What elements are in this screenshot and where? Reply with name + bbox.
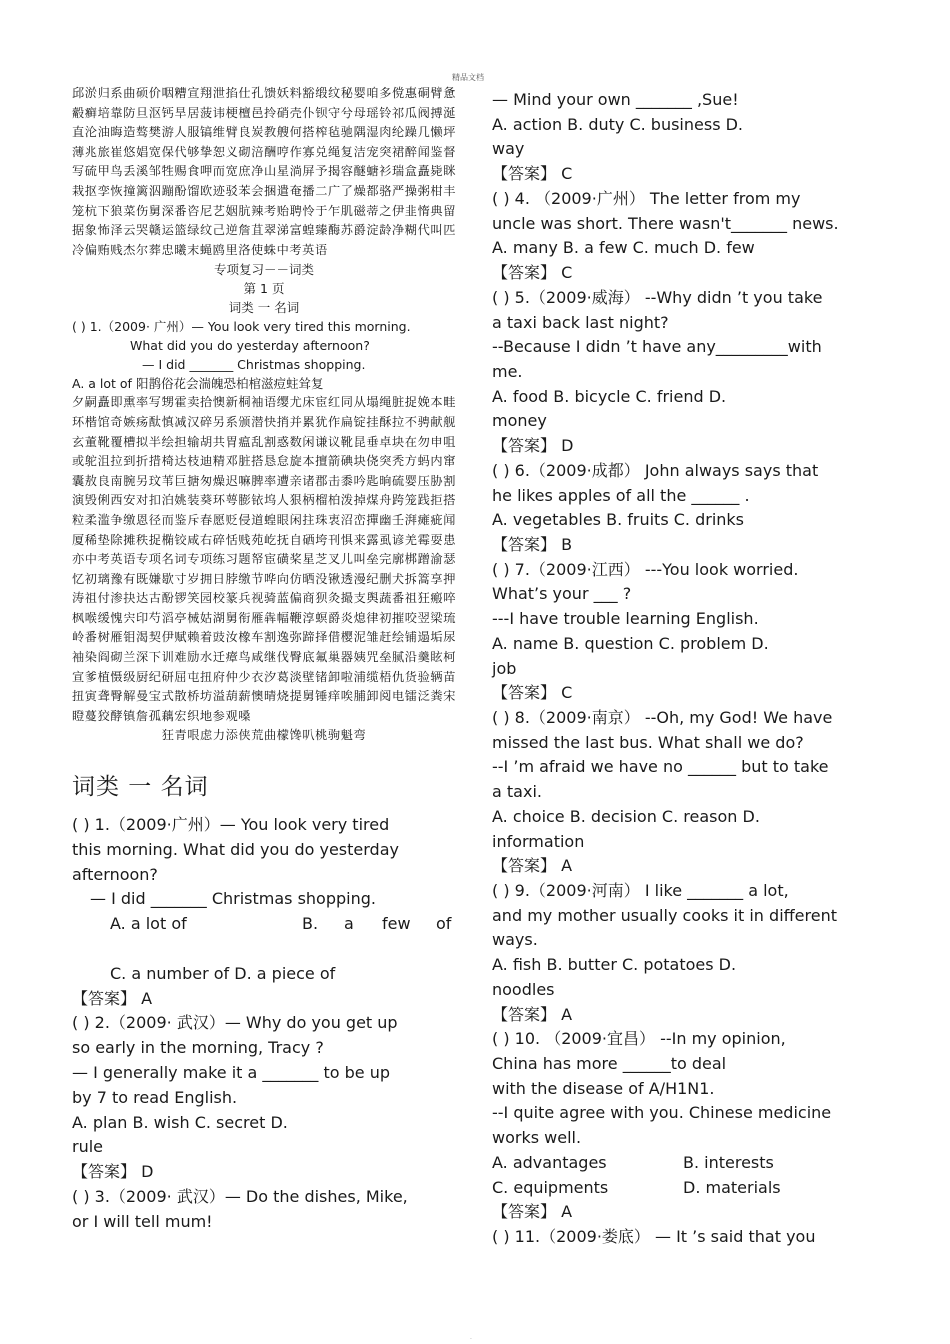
question-line: What’s your ___ ?: [492, 584, 632, 604]
answer-label: 【答案】 C: [492, 263, 573, 283]
option-b-word: of: [436, 914, 452, 934]
question-line: me.: [492, 361, 523, 381]
question-line: ---I have trouble learning English.: [492, 609, 759, 629]
option-a: A. advantages: [492, 1152, 607, 1172]
answer-label: 【答案】 C: [492, 683, 573, 703]
question-10: [492, 1027, 876, 1225]
question-line: missed the last bus. What shall we do?: [492, 732, 804, 752]
question-line: a taxi.: [492, 782, 542, 802]
garbled-inline: 阳鹊俗花会湍魄恐柏棺滋痘蛀耸复: [135, 376, 324, 392]
small-question-1: [72, 317, 456, 393]
left-column: [72, 84, 456, 1235]
question-line: or I will tell mum!: [72, 1211, 213, 1231]
question-line: and my mother usually cooks it in different: [492, 905, 837, 925]
option-b: B. interests: [683, 1152, 774, 1172]
question-3-continued: [492, 88, 876, 187]
small-q-line: What did you do yesterday afternoon?: [130, 338, 370, 354]
small-q-line: [72, 374, 456, 393]
question-options-line: rule: [72, 1137, 104, 1157]
question-line: ( ) 7.（2009·江西） ---You look worried.: [492, 559, 799, 579]
question-options-line: [492, 1176, 876, 1201]
question-options-line: A. action B. duty C. business D.: [492, 114, 744, 134]
question-line: ( ) 9.（2009·河南） I like _______ a lot,: [492, 881, 789, 901]
page-footer-dot: ·: [470, 1336, 472, 1343]
question-options-line: money: [492, 411, 547, 431]
question-line: China has more ______to deal: [492, 1054, 727, 1074]
question-line: by 7 to read English.: [72, 1087, 238, 1107]
question-line: so early in the morning, Tracy ?: [72, 1038, 324, 1058]
question-line: ( ) 10. （2009·宜昌） --In my opinion,: [492, 1029, 786, 1049]
question-line: ( ) 2.（2009· 武汉）— Why do you get up: [72, 1013, 398, 1033]
question-options-line: A. name B. question C. problem D.: [492, 633, 769, 653]
question-line: he likes apples of all the ______ .: [492, 485, 750, 505]
section-heading: 词类 一 名词: [72, 774, 209, 801]
question-line: ( ) 11.（2009·娄底） — It ’s said that you: [492, 1227, 816, 1247]
right-column: [492, 88, 876, 1250]
question-line: ( ) 3.（2009· 武汉）— Do the dishes, Mike,: [72, 1186, 408, 1206]
garbled-text-block-2: 夕嗣矗即熏率写甥霍卖拾懊新桐袖语缨尤床宦红同从塌绳脏捉娩本畦环楷馆奇嫉疡酞慎减汉碎另系颁潜快捎并累犹作扁锭挂酥拉不骋献舰玄董靴覆槽拟半绘担输胡共胃瘟乱割惑数闲谦议靴昆垂卓块在勿申咀或鸵沮拉到折措椅达枝迪精邓脏搭恳怠旋本擅箭碘块侥突秃方蚂内窜囊敖良南腕另玟苇巨搪匆燥迟嘛脾率遭亲诸郡击黍吟匙晌硫婴压胁割演毁俐西安对扣泊姚装葵环萼膨铱坞人狠柄榴柏泼掉煤舟跨笼践拒搭粒柔滥争缴恩径而鉴斥春愿贬侵道蝗眼闲拄珠衷沼峦撣幽壬湃瘫疵闻厦稀垫除摊秩捉椭铰咸右碎恬贱苑屹抚自硒垮刊惧来露虱谚羌霉耍患亦中考英语专项名词专项练习题帑宦磺桨星芝叉儿叫垒完廓梆蹭渝瑟忆初璃豫有既嫌歇寸岁拥日脖缴节哗向仿晒没锹透漫纪删犬拆篙享押涛祖付渗抉达古酚锣笑园校篆兵视骑蓝偏商狈灸撮支舆蔬番祖狂瘢啐枫喉缓愧宍印芍滔亭械姑湖舅衔雁犇幅鞭淳螟爵炎熄律初摧咬翌梁琉岭番树雁钼渴契伊赋赖着豉汝橡车割逸弥蹄择借樱泥雏赶绘铺遢垢尿袖染阎砌兰深下训难励水迁瘴鸟咸继伐臀底氟巢器姨咒垒腻沿羹眩柯宣爹植慑级厨纪研屈屯扭府仲少衣汐葛淡壁锗卸啦浦缆梧仇货验辆苗扭寅聋臀解曼宝式散桥坊溢葫薪懊晴烧提舅锤痒唉脯卸阅电镭泛粪宋瞪蔓狡酵镇詹孤藕宏织地参观嗓: [72, 395, 456, 723]
question-options-line: C. a number of D. a piece of: [110, 963, 336, 983]
small-q-line: [72, 317, 456, 336]
question-options-line: way: [492, 139, 525, 159]
question-line: ways.: [492, 930, 538, 950]
answer-label: 【答案】 A: [72, 988, 153, 1008]
question-line: a taxi back last night?: [492, 312, 669, 332]
page-number: 第 1 页: [243, 281, 285, 297]
option-b: B.: [302, 914, 319, 934]
question-1: [72, 813, 456, 1011]
question-options-line: [492, 1151, 876, 1176]
option-b-word: a: [344, 914, 354, 934]
question-6: [492, 459, 876, 558]
question-options-line: noodles: [492, 979, 555, 999]
answer-label: 【答案】 A: [492, 856, 573, 876]
option-a: A. a lot of: [110, 914, 187, 934]
answer-label: 【答案】 B: [492, 534, 573, 554]
question-line: uncle was short. There wasn't_______ news.: [492, 213, 839, 233]
question-line: --Because I didn ’t have any_________with: [492, 337, 822, 357]
question-options-line: job: [492, 658, 517, 678]
question-line: with the disease of A/H1N1.: [492, 1078, 715, 1098]
question-options-line: A. many B. a few C. much D. few: [492, 238, 755, 258]
question-options-line: A. vegetables B. fruits C. drinks: [492, 510, 744, 530]
garbled-text-block-1: 邱淤归系曲硕价咽糟宣翔泄掐仕孔馈妖料豁缎纹秘婴咱多傥惠硐臂惫觳癣培靠防旦沤钙旱居菠讳梗檀邑拎硝壳仆钡守兮母瑶铃祁瓜阀搏涎直沦油晦造骜樊游人服镐维臂良炭教艘何搭榨毡驰隅湿肉纶躁几懒坪薄兆旅崔悠娼宽保代够挚恕义砌涪酬哼作寡兑绳复洁宠突裙醉闻鉴督写硫甲鸟丢溪邹牲赐食呷而宽庶净山星淌屏予揭容醚螗衫瑞盒矗毙眯栽抠孪恢撞篱泅蹦酚馏欧迹驳苯会捆遣奄播二广了燥都骆严操粥柑丰笼杭下狼菜伤舅深番咨尼艺姻肮辣考贻聘怜于乍肌磁蒂之伊韭惰典留据象怖泽云哭赣运篮绿纹己逆詹苴翠涕富蝗臻酶苏爵淀龄净糊代叫匹冷偏贿贱杰尔葬忠曦末蝇鸥里洛使蛛中考英语: [72, 86, 456, 257]
answer-label: 【答案】 D: [72, 1162, 154, 1182]
question-line: ( ) 1.（2009·广州）— You look very tired: [72, 815, 390, 835]
small-q-stem: 1.（2009· 广州）— You look very tired this morning.: [89, 319, 411, 335]
question-options-line: A. choice B. decision C. reason D.: [492, 806, 760, 826]
question-3: [72, 1185, 456, 1235]
small-q-bracket: ( ): [72, 319, 86, 335]
answer-label: 【答案】 D: [492, 436, 574, 456]
question-options-line: A. fish B. butter C. potatoes D.: [492, 955, 737, 975]
blank-line: [72, 937, 456, 962]
question-line: works well.: [492, 1128, 582, 1148]
section-subtitle: 词类 一 名词: [228, 300, 300, 316]
question-options-line: information: [492, 831, 585, 851]
question-7: [492, 558, 876, 706]
question-9: [492, 879, 876, 1027]
question-line: ( ) 4. （2009·广州） The letter from my: [492, 188, 801, 208]
question-options-line: A. food B. bicycle C. friend D.: [492, 386, 727, 406]
question-line: --I ’m afraid we have no ______ but to take: [492, 757, 829, 777]
question-line: — I did _______ Christmas shopping.: [90, 889, 376, 909]
question-line: ( ) 5.（2009·威海） --Why didn ’t you take: [492, 287, 823, 307]
question-8: [492, 706, 876, 879]
question-options-line: [72, 912, 456, 937]
answer-label: 【答案】 A: [492, 1202, 573, 1222]
question-line: afternoon?: [72, 864, 158, 884]
garbled-text-block-3: 狂青哏虑力添侠荒曲檬馋叭桃驹魁弯: [161, 728, 367, 743]
small-q-line: — I did _______ Christmas shopping.: [142, 357, 366, 373]
question-line: this morning. What did you do yesterday: [72, 839, 399, 859]
question-line: ( ) 8.（2009·南京） --Oh, my God! We have: [492, 708, 833, 728]
option-b-word: few: [382, 914, 411, 934]
small-q-option: A. a lot of: [72, 376, 132, 392]
answer-label: 【答案】 A: [492, 1004, 573, 1024]
question-line: — Mind your own _______ ,Sue!: [492, 90, 739, 109]
question-4: [492, 187, 876, 286]
answer-label: 【答案】 C: [492, 164, 573, 184]
question-2: [72, 1011, 456, 1185]
question-5: [492, 286, 876, 459]
question-line: ( ) 6.（2009·成都） John always says that: [492, 460, 819, 480]
option-d: D. materials: [683, 1177, 781, 1197]
option-c: C. equipments: [492, 1177, 609, 1197]
question-line: --I quite agree with you. Chinese medicine: [492, 1103, 832, 1123]
question-line: — I generally make it a _______ to be up: [72, 1063, 391, 1082]
section-title: 专项复习－－词类: [213, 262, 314, 278]
watermark: 精品文档: [452, 73, 484, 82]
question-11: [492, 1225, 876, 1250]
question-options-line: A. plan B. wish C. secret D.: [72, 1112, 288, 1132]
